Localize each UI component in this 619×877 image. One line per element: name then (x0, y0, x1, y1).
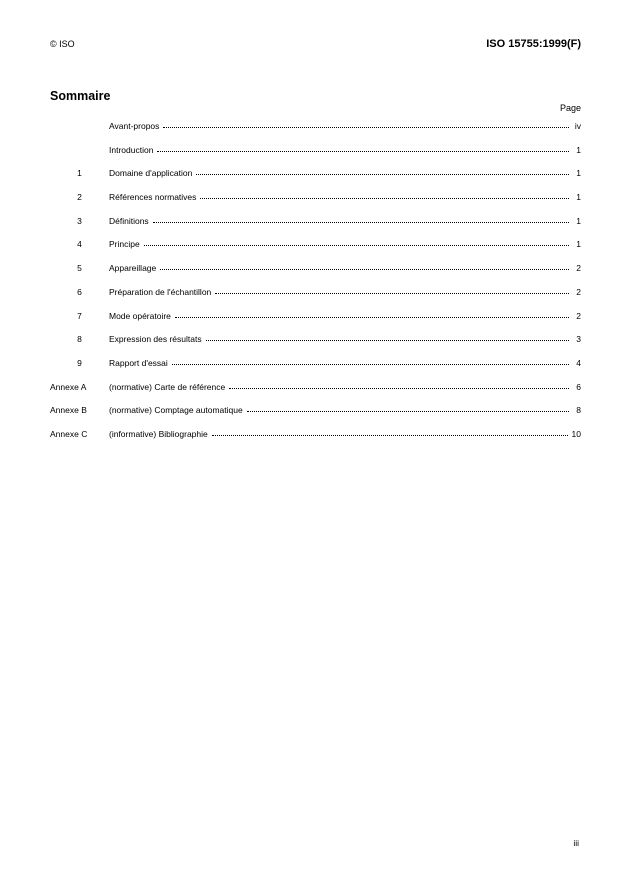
page-column-label: Page (559, 103, 581, 113)
toc-entry-title[interactable]: Références normatives (109, 192, 197, 203)
toc-entry-number: Annexe A (50, 381, 87, 392)
dot-leader (212, 434, 568, 436)
dot-leader (206, 339, 569, 341)
dot-leader (175, 316, 569, 318)
toc-entry-number: 6 (77, 286, 82, 297)
toc-entry-procedure[interactable] (50, 312, 581, 336)
toc-entry-foreword[interactable] (50, 122, 581, 146)
toc-entry-title[interactable]: Domaine d'application (109, 168, 193, 179)
toc-entry-title[interactable]: Introduction (109, 144, 154, 155)
toc-entry-page: 2 (576, 286, 581, 297)
toc-entry-number: 7 (77, 310, 82, 321)
dot-leader (144, 244, 569, 246)
copyright-notice: © ISO (50, 39, 75, 49)
toc-entry-number: 5 (77, 263, 82, 274)
dot-leader (160, 268, 569, 270)
dot-leader (215, 292, 569, 294)
toc-entry-page: 1 (576, 168, 581, 179)
dot-leader (247, 410, 569, 412)
toc-entry-title[interactable]: Mode opératoire (109, 310, 171, 321)
toc-entry-page: 6 (576, 381, 581, 392)
toc-entry-expression-of-results[interactable] (50, 335, 581, 359)
toc-entry-number: 9 (77, 357, 82, 368)
dot-leader (153, 221, 569, 223)
toc-entry-annex-a[interactable] (50, 383, 581, 407)
page-title: Sommaire (50, 89, 111, 103)
toc-entry-number: 8 (77, 334, 82, 345)
toc-entry-title[interactable]: Expression des résultats (109, 334, 202, 345)
toc-entry-page: 3 (576, 334, 581, 345)
dot-leader (200, 197, 569, 199)
table-of-contents (50, 122, 581, 454)
toc-entry-title[interactable]: Préparation de l'échantillon (109, 286, 212, 297)
toc-entry-test-report[interactable] (50, 359, 581, 383)
dot-leader (229, 387, 569, 389)
toc-entry-title[interactable]: Définitions (109, 215, 149, 226)
toc-entry-page: 1 (576, 192, 581, 203)
toc-entry-title[interactable]: (informative) Bibliographie (109, 428, 208, 439)
toc-entry-number: Annexe B (50, 405, 87, 416)
toc-entry-page: 1 (576, 144, 581, 155)
toc-entry-scope[interactable] (50, 169, 581, 193)
toc-entry-page: 10 (571, 428, 581, 439)
toc-entry-title[interactable]: Avant-propos (109, 121, 160, 131)
toc-entry-page: 2 (576, 310, 581, 321)
toc-entry-title[interactable]: (normative) Carte de référence (109, 381, 226, 392)
dot-leader (172, 363, 569, 365)
toc-entry-title[interactable]: Principe (109, 239, 140, 250)
toc-entry-number: Annexe C (50, 428, 88, 439)
dot-leader (163, 126, 569, 128)
toc-entry-normative-references[interactable] (50, 193, 581, 217)
document-id: ISO 15755:1999(F) (486, 38, 581, 50)
toc-entry-page: 8 (576, 405, 581, 416)
toc-entry-annex-c[interactable] (50, 430, 581, 454)
dot-leader (157, 150, 569, 152)
toc-entry-page: 1 (576, 215, 581, 226)
toc-entry-page: 2 (576, 263, 581, 274)
toc-entry-title[interactable]: Rapport d'essai (109, 357, 168, 368)
toc-entry-title[interactable]: Appareillage (109, 263, 157, 274)
toc-entry-annex-b[interactable] (50, 406, 581, 430)
toc-entry-introduction[interactable] (50, 146, 581, 170)
dot-leader (196, 173, 569, 175)
toc-entry-apparatus[interactable] (50, 264, 581, 288)
toc-entry-number: 1 (77, 168, 82, 179)
page-number: iii (573, 838, 579, 848)
toc-entry-title[interactable]: (normative) Comptage automatique (109, 405, 243, 416)
toc-entry-page: 4 (576, 357, 581, 368)
toc-entry-number: 3 (77, 215, 82, 226)
toc-entry-definitions[interactable] (50, 217, 581, 241)
toc-entry-page: iv (574, 121, 581, 131)
toc-entry-page: 1 (576, 239, 581, 250)
toc-entry-sample-preparation[interactable] (50, 288, 581, 312)
toc-entry-number: 2 (77, 192, 82, 203)
toc-entry-number: 4 (77, 239, 82, 250)
toc-entry-principle[interactable] (50, 240, 581, 264)
